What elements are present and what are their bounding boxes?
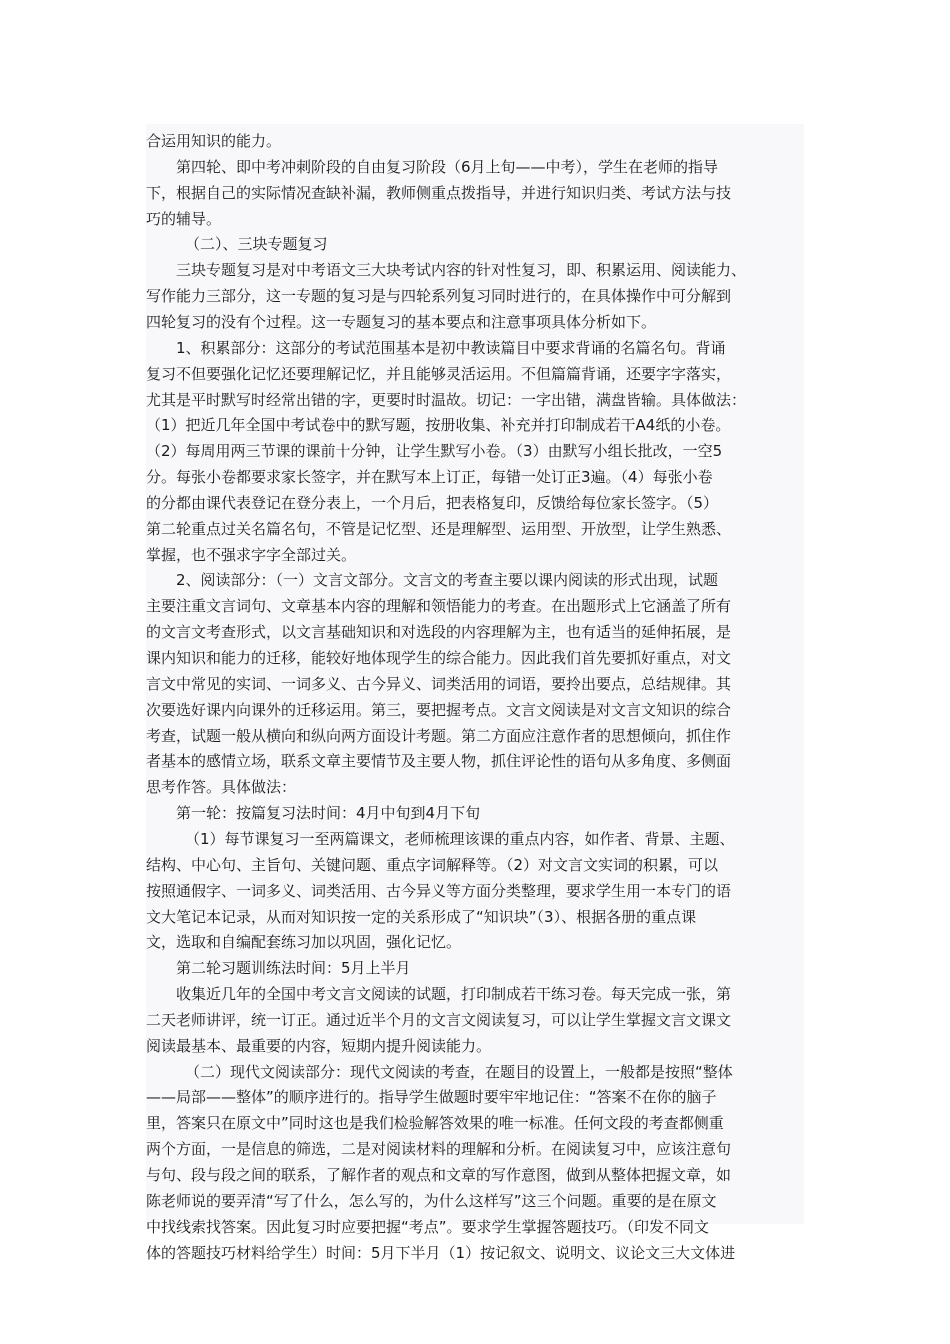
- text-line: 中找线索找答案。因此复习时应要把握“考点”。要求学生掌握答题技巧。（印发不同文: [146, 1217, 710, 1236]
- text-line: 思考作答。具体做法：: [146, 778, 297, 797]
- text-line: 课内知识和能力的迁移，能较好地体现学生的综合能力。因此我们首先要抓好重点，对文: [146, 649, 732, 667]
- text-line: 文，选取和自编配套练习加以巩固，强化记忆。: [146, 933, 462, 952]
- text-line: 按照通假字、一词多义、词类活用、古今异义等方面分类整理，要求学生用一本专门的语: [146, 881, 732, 900]
- text-line: 次要选好课内向课外的迁移运用。第三，要把握考点。文言文阅读是对文言文知识的综合: [146, 700, 732, 719]
- text-line: 与句、段与段之间的联系，了解作者的观点和文章的写作意图，做到从整体把握文章，如: [146, 1166, 732, 1184]
- text-line: 文大笔记本记录，从而对知识按一定的关系形成了“知识块”（3）、根据各册的重点课: [146, 907, 697, 926]
- text-line: 掌握，也不强求字字全部过关。: [146, 545, 357, 564]
- text-line: 的分都由课代表登记在登分表上，一个月后，把表格复印，反馈给每位家长签字。（5）: [146, 493, 719, 512]
- text-line: 第四轮、即中考冲刺阶段的自由复习阶段（6月上旬——中考），学生在老师的指导: [176, 157, 719, 176]
- text-line: 收集近几年的全国中考文言文阅读的试题，打印制成若干练习卷。每天完成一张，第: [176, 985, 732, 1004]
- document-page: [146, 124, 804, 1262]
- text-line: 两个方面，一是信息的筛选，二是对阅读材料的理解和分析。在阅读复习中，应该注意句: [146, 1140, 732, 1159]
- text-line: （1）把近几年全国中考试卷中的默写题，按册收集、补充并打印制成若干A4纸的小卷。: [146, 416, 731, 435]
- text-line: 体的答题技巧材料给学生）时间：5月下半月（1）按记叙文、说明文、议论文三大文体进: [146, 1243, 736, 1262]
- text-line: 1、积累部分：这部分的考试范围基本是初中教读篇目中要求背诵的名篇名句。背诵: [176, 338, 726, 357]
- text-line: 第二轮习题训练法时间：5月上半月: [176, 959, 411, 978]
- text-line: 分。每张小卷都要求家长签字，并在默写本上订正，每错一处订正3遍。（4）每张小卷: [146, 468, 713, 487]
- text-line: 四轮复习的没有个过程。这一专题复习的基本要点和注意事项具体分析如下。: [146, 312, 657, 331]
- text-line: 复习不但要强化记忆还要理解记忆，并且能够灵活运用。不但篇篇背诵，还要字字落实，: [146, 364, 732, 383]
- text-line: 言文中常见的实词、一词多义、古今异义、词类活用的词语，要拎出要点，总结规律。其: [146, 674, 732, 693]
- text-line: 者基本的感情立场，联系文章主要情节及主要人物，抓住评论性的语句从多角度、多侧面: [146, 752, 732, 771]
- text-line: 阅读最基本、最重要的内容，短期内提升阅读能力。: [146, 1036, 492, 1055]
- text-line: 的文言文考查形式，以文言基础知识和对选段的内容理解为主，也有适当的延伸拓展，是: [146, 623, 732, 642]
- text-line: 结构、中心句、主旨句、关键问题、重点字词解释等。（2）对文言文实词的积累，可以: [146, 855, 719, 874]
- text-line: 巧的辅导。: [146, 209, 222, 228]
- text-line: ——局部——整体”的顺序进行的。指导学生做题时要牢牢地记住：“答案不在你的脑子: [146, 1088, 717, 1107]
- text-line: 三块专题复习是对中考语文三大块考试内容的针对性复习，即、积累运用、阅读能力、: [176, 261, 747, 280]
- text-line: （2）每周用两三节课的课前十分钟，让学生默写小卷。（3）由默写小组长批改，一空5: [146, 442, 723, 461]
- text-line: （1）每节课复习一至两篇课文，老师梳理该课的重点内容，如作者、背景、主题、: [185, 829, 735, 848]
- text-line: 下，根据自己的实际情况查缺补漏，教师侧重点拨指导，并进行知识归类、考试方法与技: [146, 183, 732, 202]
- text-line: 二天老师讲评，统一订正。通过近半个月的文言文阅读复习，可以让学生掌握文言文课文: [146, 1010, 732, 1029]
- text-line: 第一轮：按篇复习法时间：4月中旬到4月下旬: [176, 804, 481, 823]
- text-line: 写作能力三部分，这一专题的复习是与四轮系列复习同时进行的，在具体操作中可分解到: [146, 287, 732, 306]
- text-line: （二）、三块专题复习: [185, 235, 328, 254]
- text-line: 尤其是平时默写时经常出错的字，更要时时温故。切记：一字出错，满盘皆输。具体做法：: [146, 390, 747, 409]
- text-line: 考查，试题一般从横向和纵向两方面设计考题。第二方面应注意作者的思想倾向，抓住作: [146, 726, 732, 745]
- text-line: 里，答案只在原文中”同时这也是我们检验解答效果的唯一标准。任何文段的考查都侧重: [146, 1114, 724, 1133]
- text-line: 陈老师说的要弄清“写了什么，怎么写的，为什么这样写”这三个问题。重要的是在原文: [146, 1191, 717, 1210]
- text-line: （二）现代文阅读部分：现代文阅读的考查，在题目的设置上，一般都是按照“整体: [185, 1062, 733, 1081]
- text-line: 合运用知识的能力。: [146, 132, 282, 150]
- text-line: 第二轮重点过关名篇名句，不管是记忆型、还是理解型、运用型、开放型，让学生熟悉、: [146, 519, 732, 538]
- text-line: 主要注重文言词句、文章基本内容的理解和领悟能力的考查。在出题形式上它涵盖了所有: [146, 597, 732, 616]
- text-line: 2、阅读部分：（一）文言文部分。文言文的考查主要以课内阅读的形式出现，试题: [176, 571, 719, 590]
